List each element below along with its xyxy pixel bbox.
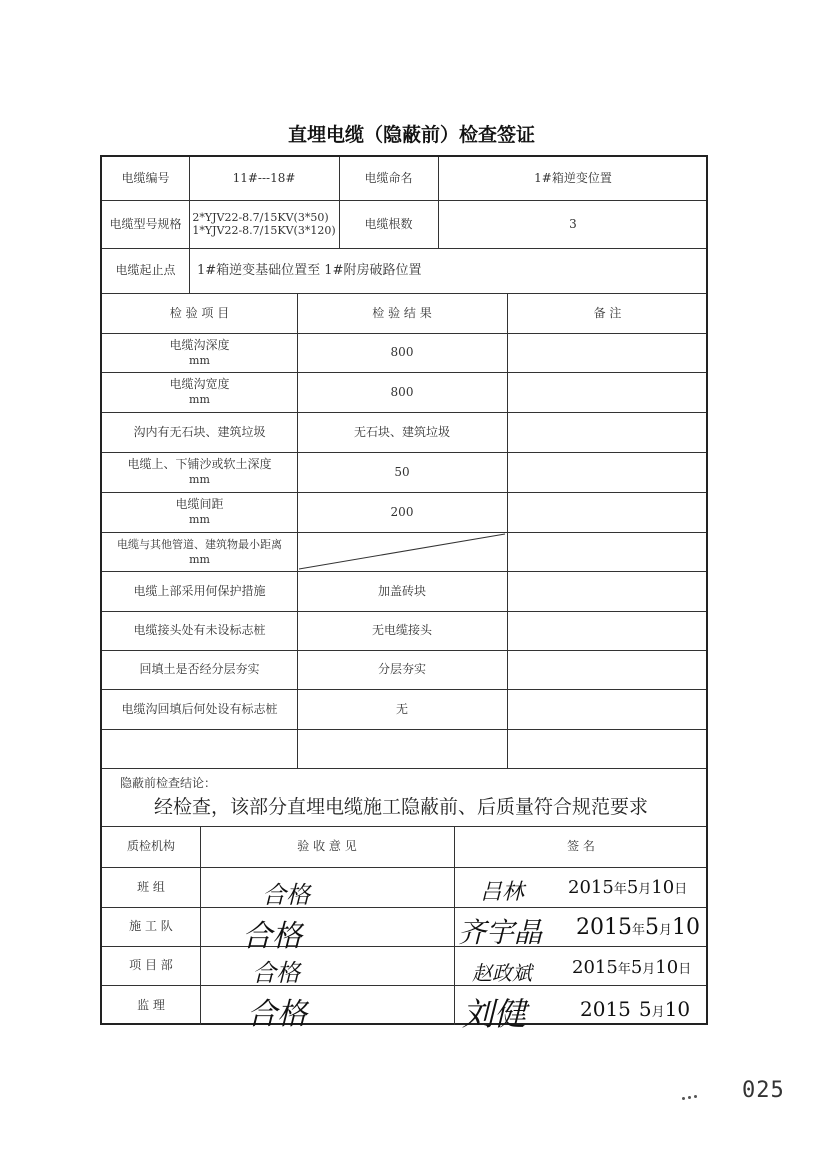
conclusion-section <box>102 768 706 826</box>
column-remark-header: 备 注 <box>593 305 622 320</box>
handwritten-signature: 赵政斌 <box>472 961 532 985</box>
table-row-item: 沟内有无石块、建筑垃圾 <box>133 424 266 439</box>
model-label: 电缆型号规格 <box>109 216 182 231</box>
sign-date: 2015年5月10日 <box>568 877 688 898</box>
table-row-item: 电缆沟深度 mm <box>169 337 230 367</box>
table-row-item: 电缆沟回填后何处设有标志桩 <box>121 701 278 716</box>
opinion-header: 验 收 意 见 <box>297 839 357 853</box>
sign-date: 2015年5月10 <box>576 915 701 940</box>
sign-header: 签 名 <box>567 839 595 853</box>
sign-date: 2015 5月10 <box>580 997 691 1021</box>
page-number: 025 <box>742 1078 785 1103</box>
column-item-header: 检 验 项 目 <box>169 305 230 320</box>
handwritten-signature: 齐宇晶 <box>458 916 543 949</box>
org-name: 班 组 <box>137 879 165 894</box>
org-name: 施 工 队 <box>129 919 173 933</box>
model-line-2: 1*YJV22-8.7/15KV(3*120) <box>192 224 336 237</box>
org-name: 项 目 部 <box>129 958 173 972</box>
table-row-result: 无石块、建筑垃圾 <box>353 424 450 439</box>
count-label: 电缆根数 <box>364 216 413 231</box>
table-row-item: 电缆上、下铺沙或软土深度 mm <box>127 457 272 486</box>
page-title: 直埋电缆（隐蔽前）检查签证 <box>287 124 535 146</box>
table-row-result: 800 <box>390 345 414 359</box>
table-row-result: 分层夯实 <box>377 662 426 676</box>
table-row-result: 800 <box>390 384 414 399</box>
column-result-header: 检 验 结 果 <box>372 305 432 320</box>
table-row-item: 电缆与其他管道、建筑物最小距离 mm <box>117 537 282 566</box>
table-row-item: 电缆沟宽度 mm <box>169 377 230 406</box>
table-row-result: 200 <box>390 504 414 519</box>
inspection-form <box>100 155 708 1033</box>
cable-no-value: 11#---18# <box>232 171 296 185</box>
handwritten-opinion: 合格 <box>262 881 310 909</box>
route-value: 1#箱逆变基础位置至 1#附房破路位置 <box>197 263 422 278</box>
table-row-item: 电缆上部采用何保护措施 <box>133 583 266 598</box>
table-row-result: 加盖砖块 <box>377 583 426 598</box>
table-row-item: 回填土是否经分层夯实 <box>139 662 260 676</box>
handwritten-opinion: 合格 <box>247 997 307 1032</box>
handwritten-signature: 吕林 <box>480 880 525 905</box>
table-row-result: 无 <box>395 701 408 716</box>
cable-name-label: 电缆命名 <box>364 171 413 185</box>
handwritten-opinion: 合格 <box>252 959 300 987</box>
model-line-1: 2*YJV22-8.7/15KV(3*50) <box>192 211 329 224</box>
table-row-item: 电缆接头处有未设标志桩 <box>133 623 266 637</box>
cable-name-value: 1#箱逆变位置 <box>534 171 612 185</box>
table-row-item: 电缆间距 mm <box>175 497 224 526</box>
table-row-result: 无电缆接头 <box>371 623 432 637</box>
route-label: 电缆起止点 <box>115 263 176 277</box>
handwritten-signature: 刘健 <box>462 995 527 1033</box>
diagonal-strike <box>297 532 507 571</box>
org-header: 质检机构 <box>126 839 175 853</box>
sign-date: 2015年5月10日 <box>572 957 692 978</box>
conclusion-label: 隐蔽前检查结论： <box>120 776 217 790</box>
count-value: 3 <box>569 216 577 231</box>
model-value <box>189 200 339 248</box>
conclusion-text: 经检查，该部分直埋电缆施工隐蔽前、后质量符合规范要求 <box>154 796 649 818</box>
org-name: 监 理 <box>137 997 165 1012</box>
handwritten-opinion: 合格 <box>242 919 302 954</box>
cable-no-label: 电缆编号 <box>121 171 170 185</box>
table-row-result: 50 <box>394 464 410 479</box>
